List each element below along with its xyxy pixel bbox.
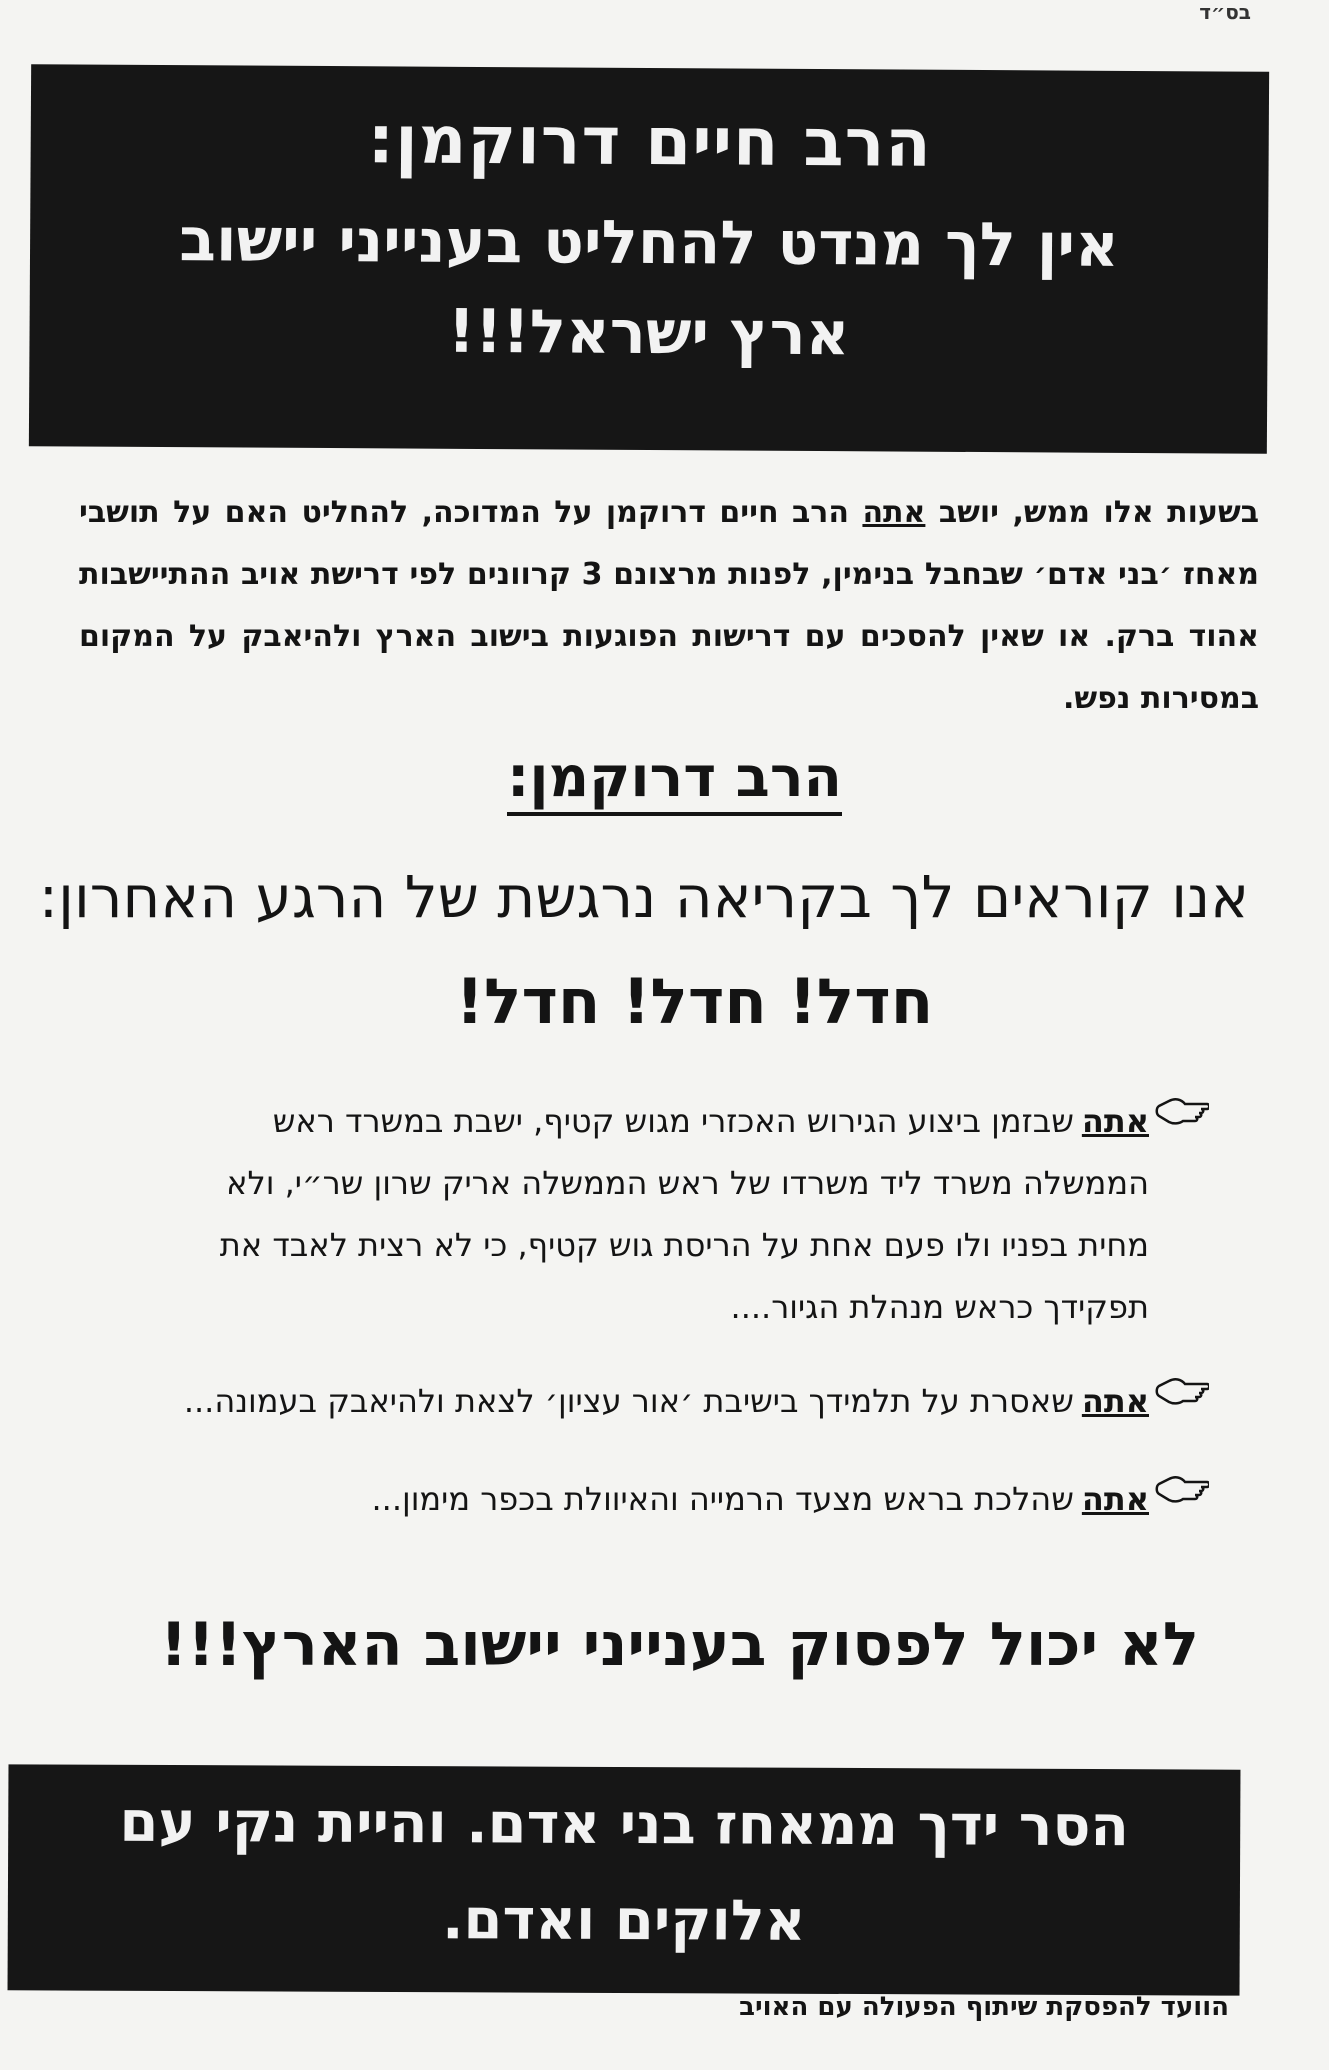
bullet-text: שהלכת בראש מצעד הרמייה והאיוולת בכפר מימון... [371,1480,1074,1518]
bullet-line [89,1090,1149,1152]
address-text: הרב דרוקמן: [507,745,842,816]
header-subtitle: אין לך מנדט להחליט בענייני יישוב ארץ ישראל!!! [179,205,1119,370]
bullet-text: שבזמן ביצוע הגירוש האכזרי מגוש קטיף, ישבת במשרד ראש [272,1102,1074,1140]
corner-mark: בס״ד [1199,0,1251,24]
call-text: אנו קוראים לך בקריאה נרגשת של הרגע האחרון: [38,863,1249,931]
address-heading [0,745,1329,810]
intro-part1: בשעות אלו ממש, יושב [938,495,1260,530]
pointing-hand-icon [1155,1376,1209,1406]
bullet-text: שאסרת על תלמידך בישיבת ׳אור עציון׳ לצאת ולהיאבק בעמונה... [183,1382,1074,1420]
header-box [29,64,1269,454]
bottom-text: הסר ידך ממאחז בני אדם. והיית נקי עם אלוקים ואדם. [119,1789,1130,1954]
bullet-line: הממשלה משרד ליד משרדו של ראש הממשלה אריק שרון שר״י, ולא [226,1164,1149,1202]
bullet-emphasis: אתה [1081,1102,1149,1140]
bullet-line: מחית בפניו ולו פעם אחת על הריסת גוש קטיף, כי לא רצית לאבד את [219,1226,1149,1264]
bullet-item [149,1468,1149,1530]
bottom-box [8,1764,1241,1995]
bullet-item [89,1090,1149,1338]
pointing-hand-icon [1155,1474,1209,1504]
bullet-line: תפקידך כראש מנהלת הגיור.... [730,1288,1149,1326]
intro-paragraph [79,482,1259,730]
footer-signature: הוועד להפסקת שיתוף הפעולה עם האויב [739,1992,1229,2022]
bullet-line [0,1370,1149,1432]
bullet-emphasis: אתה [1081,1382,1149,1420]
intro-part2: הרב חיים דרוקמן על המדוכה, להחליט האם על תושבי מאחז ׳בני אדם׳ שבחבל בנימין, לפנות מרצונם 3 קרוונים לפי דרישת אויב ההתיישבות אהוד ברק. או שאין להסכים עם דרישות הפוגעות בישוב הארץ ולהיאבק על המקום במסירות נפש. [79,495,1259,716]
conclusion-text: לא יכול לפסוק בענייני יישוב הארץ!!! [159,1610,1199,1680]
pointing-hand-icon [1155,1096,1209,1126]
stop-text: חדל! חדל! חדל! [455,965,934,1038]
bullet-line [149,1468,1149,1530]
intro-emphasis: אתה [862,495,926,530]
bullet-emphasis: אתה [1081,1480,1149,1518]
header-title: הרב חיים דרוקמן: [367,101,932,182]
bullet-item [0,1370,1149,1432]
